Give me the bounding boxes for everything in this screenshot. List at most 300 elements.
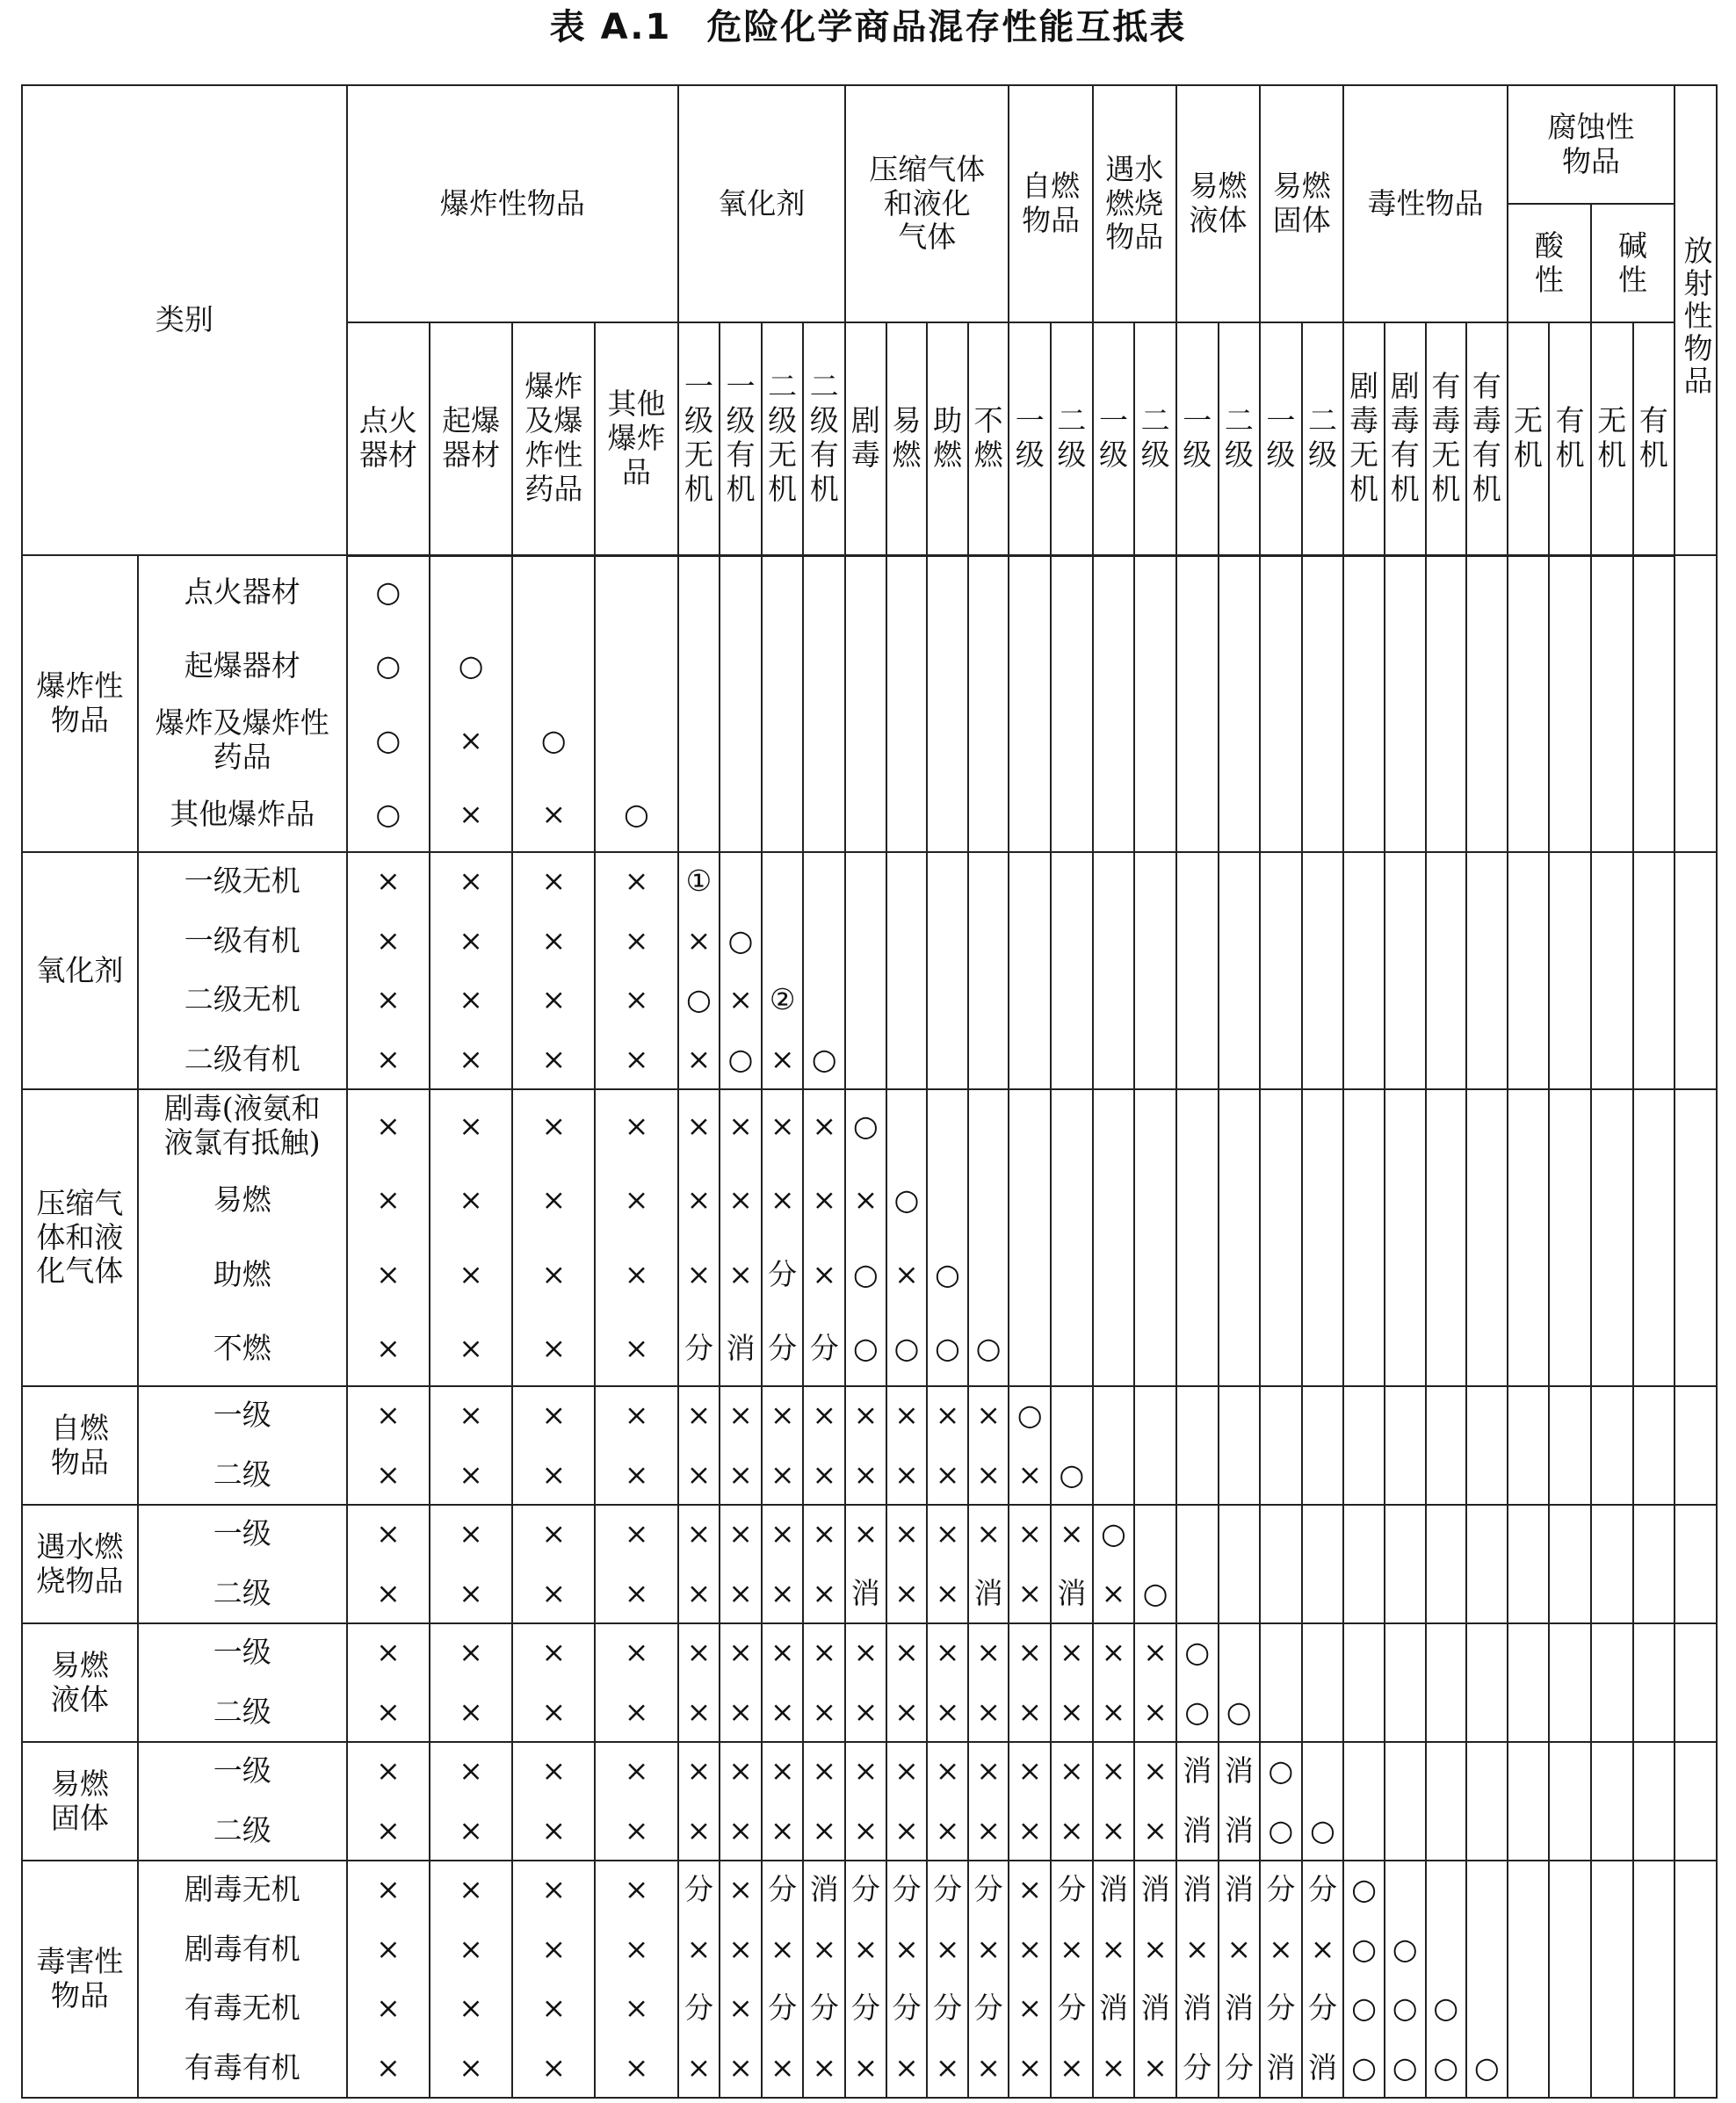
matrix-mark: × — [459, 1575, 483, 1610]
column-header-line: 级 — [684, 403, 713, 438]
matrix-mark: × — [624, 922, 649, 958]
column-header — [762, 322, 804, 555]
column-header-line: 级 — [1308, 437, 1338, 473]
matrix-cell — [1176, 630, 1219, 705]
matrix-cell — [1260, 2039, 1302, 2099]
matrix-cell — [1260, 1979, 1302, 2039]
matrix-mark: × — [894, 1398, 919, 1433]
matrix-cell — [512, 912, 595, 972]
matrix-cell — [1426, 630, 1467, 705]
matrix-mark: × — [770, 1456, 795, 1492]
matrix-cell — [1591, 704, 1633, 778]
matrix-cell — [1426, 1164, 1467, 1239]
matrix-mark: × — [624, 1182, 649, 1218]
matrix-cell — [1385, 704, 1426, 778]
matrix-cell — [1591, 1164, 1633, 1239]
matrix-cell — [430, 1446, 512, 1506]
matrix-cell — [1426, 778, 1467, 853]
matrix-cell — [1219, 1386, 1261, 1446]
matrix-cell — [1633, 971, 1675, 1030]
column-header-line: 一 — [684, 369, 713, 404]
matrix-cell — [1343, 704, 1385, 778]
column-header-line: 机 — [1349, 472, 1379, 507]
column-header-line: 二 — [1224, 403, 1254, 438]
matrix-cell — [1426, 1683, 1467, 1743]
matrix-cell — [803, 971, 845, 1030]
matrix-cell — [762, 1920, 804, 1980]
column-header — [1302, 322, 1344, 555]
matrix-cell — [1260, 555, 1302, 630]
row-group-label-line: 遇水燃 — [36, 1528, 124, 1564]
matrix-cell — [1343, 1164, 1385, 1239]
column-header-line: 二 — [768, 369, 798, 404]
column-header-line: 机 — [768, 472, 798, 507]
matrix-cell — [595, 1802, 677, 1861]
matrix-cell — [762, 912, 804, 972]
matrix-mark: × — [812, 1182, 837, 1218]
table-row — [22, 704, 1717, 778]
row-group-label-line: 易燃 — [50, 1766, 109, 1801]
matrix-cell — [430, 1030, 512, 1090]
matrix-cell — [1508, 1979, 1550, 2039]
matrix-mark: × — [935, 1694, 960, 1729]
matrix-cell — [1219, 1742, 1261, 1802]
row-label-text: 不燃 — [213, 1331, 271, 1366]
matrix-mark: × — [812, 1812, 837, 1847]
matrix-cell — [1051, 1565, 1093, 1624]
matrix-mark: ○ — [1351, 2049, 1378, 2085]
matrix-cell — [1302, 1920, 1344, 1980]
matrix-cell — [1385, 1312, 1426, 1387]
matrix-cell — [720, 1861, 762, 1920]
matrix-cell — [927, 1505, 968, 1565]
matrix-cell — [347, 1238, 430, 1312]
column-header — [678, 322, 720, 555]
matrix-cell — [1051, 912, 1093, 972]
matrix-cell — [968, 1386, 1009, 1446]
matrix-mark: × — [1017, 1694, 1043, 1729]
matrix-mark: × — [459, 1256, 483, 1291]
matrix-cell — [1675, 1164, 1717, 1239]
matrix-cell — [512, 1238, 595, 1312]
matrix-cell — [1260, 704, 1302, 778]
matrix-mark: × — [894, 1575, 919, 1610]
matrix-mark: × — [541, 1182, 567, 1218]
row-group-label-line: 爆炸性 — [36, 668, 124, 704]
matrix-cell — [1093, 971, 1135, 1030]
matrix-cell — [1633, 778, 1675, 853]
matrix-cell — [1009, 2039, 1051, 2099]
matrix-mark: × — [894, 1694, 919, 1729]
row-label — [138, 1565, 347, 1624]
row-group-label-line: 烧物品 — [36, 1563, 124, 1598]
matrix-mark: × — [459, 982, 483, 1017]
matrix-mark: × — [812, 1516, 837, 1551]
matrix-cell — [1260, 1565, 1302, 1624]
matrix-cell — [678, 1030, 720, 1090]
matrix-cell — [1508, 971, 1550, 1030]
matrix-cell — [1426, 1505, 1467, 1565]
matrix-cell — [720, 1742, 762, 1802]
matrix-cell — [347, 1979, 430, 2039]
column-header-line: 机 — [1597, 437, 1627, 473]
matrix-mark: × — [376, 2049, 401, 2085]
matrix-cell — [1176, 1446, 1219, 1506]
matrix-cell — [1343, 1386, 1385, 1446]
column-header-line: 级 — [1183, 437, 1212, 473]
row-label-text: 二级 — [213, 1812, 271, 1847]
matrix-mark: × — [624, 864, 649, 899]
matrix-mark: ○ — [893, 1182, 920, 1218]
matrix-mark: × — [376, 1108, 401, 1143]
matrix-cell — [430, 1979, 512, 2039]
column-header-radioactive — [1675, 85, 1717, 555]
matrix-cell — [347, 778, 430, 853]
matrix-mark: × — [770, 2049, 795, 2085]
matrix-mark: × — [624, 1931, 649, 1966]
table-row — [22, 1238, 1717, 1312]
column-header — [927, 322, 968, 555]
matrix-mark: 分 — [768, 1991, 798, 2026]
matrix-cell — [1385, 971, 1426, 1030]
matrix-cell — [1675, 852, 1717, 912]
matrix-cell — [720, 971, 762, 1030]
matrix-mark: 分 — [1266, 1872, 1296, 1907]
matrix-cell — [1426, 852, 1467, 912]
matrix-cell — [1343, 1565, 1385, 1624]
matrix-mark: ○ — [1351, 1991, 1378, 2026]
column-header — [968, 322, 1009, 555]
matrix-cell — [1466, 630, 1508, 705]
matrix-cell — [1508, 630, 1550, 705]
matrix-cell — [1426, 1623, 1467, 1683]
matrix-cell — [595, 1623, 677, 1683]
matrix-cell — [595, 1238, 677, 1312]
column-header-line: 无 — [1431, 437, 1461, 473]
matrix-cell — [1426, 1861, 1467, 1920]
row-group-label — [22, 1623, 138, 1742]
matrix-cell — [886, 1979, 928, 2039]
matrix-mark: × — [1060, 1694, 1084, 1729]
matrix-cell — [1009, 1386, 1051, 1446]
matrix-mark: × — [976, 1516, 1001, 1551]
matrix-mark: × — [624, 1256, 649, 1291]
matrix-mark: × — [770, 1753, 795, 1789]
matrix-cell — [430, 1238, 512, 1312]
matrix-cell — [1508, 1802, 1550, 1861]
matrix-cell — [927, 2039, 968, 2099]
matrix-cell — [1633, 1164, 1675, 1239]
table-title-text: 危险化学商品混存性能互抵表 — [706, 7, 1187, 47]
column-group-header-line: 压缩气体 — [869, 151, 986, 186]
matrix-cell — [1466, 1861, 1508, 1920]
matrix-cell — [845, 1238, 886, 1312]
matrix-cell — [1009, 1623, 1051, 1683]
matrix-cell — [803, 1164, 845, 1239]
matrix-mark: × — [686, 1182, 712, 1218]
matrix-cell — [1508, 852, 1550, 912]
matrix-mark: × — [812, 1635, 837, 1670]
matrix-mark: × — [686, 1753, 712, 1789]
matrix-cell — [512, 1505, 595, 1565]
matrix-cell — [968, 1505, 1009, 1565]
matrix-cell — [512, 1565, 595, 1624]
column-header-line: 有 — [1390, 437, 1420, 473]
matrix-cell — [1009, 704, 1051, 778]
matrix-cell — [1426, 971, 1467, 1030]
matrix-cell — [430, 1386, 512, 1446]
matrix-mark: 消 — [1224, 1872, 1254, 1907]
matrix-cell — [1549, 1446, 1591, 1506]
matrix-mark: × — [376, 1812, 401, 1847]
matrix-cell — [720, 1565, 762, 1624]
matrix-mark: ② — [769, 982, 796, 1017]
matrix-cell — [1591, 1623, 1633, 1683]
row-group-label — [22, 1386, 138, 1505]
column-group-header — [347, 85, 678, 322]
matrix-cell — [512, 704, 595, 778]
matrix-cell — [678, 971, 720, 1030]
matrix-cell — [430, 2039, 512, 2099]
matrix-cell — [803, 1089, 845, 1164]
row-label — [138, 778, 347, 853]
matrix-cell — [927, 1623, 968, 1683]
matrix-mark: × — [686, 1516, 712, 1551]
column-header-line: 二 — [1308, 403, 1338, 438]
row-label-text: 有毒有机 — [184, 2049, 300, 2085]
matrix-cell — [762, 1312, 804, 1387]
matrix-cell — [1219, 1979, 1261, 2039]
matrix-cell — [1302, 1446, 1344, 1506]
matrix-mark: ○ — [1059, 1456, 1085, 1492]
matrix-mark: × — [376, 1991, 401, 2026]
matrix-cell — [1051, 1802, 1093, 1861]
column-header — [1260, 322, 1302, 555]
matrix-mark: ○ — [540, 722, 567, 757]
matrix-cell — [968, 630, 1009, 705]
matrix-mark: × — [935, 1753, 960, 1789]
column-subgroup-header-line: 性 — [1618, 262, 1648, 297]
matrix-cell — [595, 1861, 677, 1920]
matrix-cell — [1134, 1238, 1176, 1312]
matrix-cell — [927, 630, 968, 705]
table-row — [22, 1920, 1717, 1980]
matrix-cell — [430, 630, 512, 705]
matrix-cell — [927, 1030, 968, 1090]
matrix-cell — [595, 971, 677, 1030]
matrix-cell — [968, 1164, 1009, 1239]
matrix-cell — [1093, 1623, 1135, 1683]
column-group-header-line: 物品 — [1105, 220, 1164, 255]
matrix-cell — [1302, 555, 1344, 630]
matrix-cell — [1508, 1030, 1550, 1090]
matrix-mark: × — [1017, 1931, 1043, 1966]
matrix-cell — [762, 778, 804, 853]
column-header — [1508, 322, 1550, 555]
matrix-mark: × — [1226, 1931, 1252, 1966]
matrix-mark: × — [459, 922, 483, 958]
matrix-cell — [430, 1861, 512, 1920]
matrix-cell — [1093, 1802, 1135, 1861]
matrix-mark: × — [935, 1812, 960, 1847]
matrix-cell — [430, 704, 512, 778]
matrix-cell — [1134, 1446, 1176, 1506]
matrix-mark: ○ — [624, 797, 649, 832]
matrix-cell — [1302, 1565, 1344, 1624]
matrix-mark: × — [624, 1516, 649, 1551]
matrix-cell — [1633, 912, 1675, 972]
matrix-cell — [1260, 1238, 1302, 1312]
matrix-mark: 分 — [973, 1991, 1003, 2026]
matrix-mark: 分 — [850, 1991, 880, 2026]
matrix-cell — [1549, 778, 1591, 853]
matrix-cell — [1508, 1505, 1550, 1565]
column-subgroup-header — [1591, 204, 1675, 322]
matrix-mark: ○ — [1226, 1694, 1252, 1729]
matrix-cell — [1675, 1312, 1717, 1387]
matrix-cell — [720, 1446, 762, 1506]
matrix-cell — [1219, 852, 1261, 912]
matrix-cell — [1385, 1861, 1426, 1920]
matrix-cell — [1260, 1683, 1302, 1743]
column-header-line: 机 — [809, 472, 839, 507]
matrix-cell — [1426, 2039, 1467, 2099]
matrix-mark: × — [459, 1041, 483, 1076]
row-label-text: 其他爆炸品 — [170, 797, 315, 832]
matrix-cell — [1549, 1623, 1591, 1683]
matrix-cell — [678, 704, 720, 778]
matrix-mark: × — [728, 1456, 753, 1492]
matrix-cell — [1343, 912, 1385, 972]
matrix-cell — [1009, 852, 1051, 912]
matrix-cell — [1633, 1802, 1675, 1861]
matrix-cell — [430, 1802, 512, 1861]
matrix-cell — [1466, 555, 1508, 630]
matrix-mark: 消 — [726, 1331, 756, 1366]
matrix-mark: 分 — [809, 1331, 839, 1366]
matrix-cell — [927, 852, 968, 912]
matrix-cell — [1426, 1920, 1467, 1980]
matrix-cell — [1176, 1979, 1219, 2039]
matrix-mark: × — [686, 1635, 712, 1670]
matrix-cell — [1466, 1238, 1508, 1312]
matrix-cell — [1426, 1979, 1467, 2039]
matrix-cell — [430, 1683, 512, 1743]
matrix-cell — [1508, 1623, 1550, 1683]
column-header-line: 二 — [809, 369, 839, 404]
matrix-cell — [1302, 1802, 1344, 1861]
matrix-mark: × — [459, 722, 483, 757]
column-header-line: 级 — [726, 403, 756, 438]
matrix-cell — [430, 1164, 512, 1239]
matrix-cell — [803, 1565, 845, 1624]
matrix-cell — [1466, 1742, 1508, 1802]
matrix-cell — [1426, 555, 1467, 630]
matrix-mark: × — [624, 2049, 649, 2085]
matrix-cell — [347, 1312, 430, 1387]
matrix-cell — [720, 1979, 762, 2039]
matrix-cell — [1508, 555, 1550, 630]
matrix-cell — [1591, 1565, 1633, 1624]
matrix-cell — [595, 1164, 677, 1239]
matrix-mark: × — [853, 1694, 879, 1729]
matrix-cell — [927, 1979, 968, 2039]
matrix-cell — [1134, 1861, 1176, 1920]
column-subgroup-header — [1508, 204, 1591, 322]
column-header-line: 机 — [1431, 472, 1461, 507]
matrix-cell — [845, 1030, 886, 1090]
matrix-cell — [845, 1386, 886, 1446]
matrix-mark: × — [853, 1516, 879, 1551]
column-header-line: 机 — [1555, 437, 1585, 473]
matrix-mark: × — [728, 1753, 753, 1789]
matrix-cell — [1426, 1089, 1467, 1164]
matrix-mark: ○ — [852, 1108, 879, 1143]
matrix-mark: × — [1143, 2049, 1168, 2085]
row-label — [138, 630, 347, 705]
matrix-cell — [1549, 1312, 1591, 1387]
table-row — [22, 630, 1717, 705]
column-group-header-text: 毒性物品 — [1367, 185, 1484, 220]
matrix-mark: 分 — [973, 1872, 1003, 1907]
table-row — [22, 1505, 1717, 1565]
matrix-cell — [762, 704, 804, 778]
column-header — [1093, 322, 1135, 555]
table-row — [22, 1312, 1717, 1387]
matrix-mark: × — [376, 864, 401, 899]
matrix-cell — [1508, 778, 1550, 853]
matrix-cell — [1302, 1089, 1344, 1164]
matrix-cell — [1591, 2039, 1633, 2099]
matrix-cell — [803, 1312, 845, 1387]
matrix-mark: × — [376, 1931, 401, 1966]
matrix-cell — [1675, 630, 1717, 705]
matrix-cell — [347, 1565, 430, 1624]
matrix-mark: × — [686, 1256, 712, 1291]
matrix-cell — [1260, 1802, 1302, 1861]
row-label-text: 剧毒无机 — [184, 1872, 300, 1907]
column-header-line: 级 — [1015, 437, 1045, 473]
column-header-line: 有 — [726, 437, 756, 473]
column-header-line: 机 — [1390, 472, 1420, 507]
corner-label: 类别 — [22, 85, 347, 555]
matrix-cell — [1385, 1979, 1426, 2039]
matrix-cell — [1176, 1089, 1219, 1164]
matrix-cell — [1176, 1742, 1219, 1802]
matrix-cell — [1051, 1089, 1093, 1164]
table-row — [22, 1386, 1717, 1446]
row-label-text: 一级 — [213, 1635, 271, 1670]
matrix-cell — [968, 1979, 1009, 2039]
column-header-line: 一 — [1015, 403, 1045, 438]
matrix-cell — [430, 971, 512, 1030]
matrix-cell — [678, 912, 720, 972]
matrix-cell — [720, 1802, 762, 1861]
matrix-cell — [1093, 704, 1135, 778]
matrix-cell — [1343, 1623, 1385, 1683]
column-header-line: 无 — [1597, 403, 1627, 438]
matrix-cell — [1009, 778, 1051, 853]
matrix-cell — [1009, 1446, 1051, 1506]
matrix-cell — [762, 1505, 804, 1565]
matrix-cell — [512, 1446, 595, 1506]
matrix-mark: × — [1017, 2049, 1043, 2085]
matrix-cell — [1385, 852, 1426, 912]
matrix-cell — [1343, 1089, 1385, 1164]
column-header-line: 及爆 — [524, 403, 583, 438]
column-header-line: 爆炸 — [524, 369, 583, 404]
matrix-mark: × — [935, 1635, 960, 1670]
